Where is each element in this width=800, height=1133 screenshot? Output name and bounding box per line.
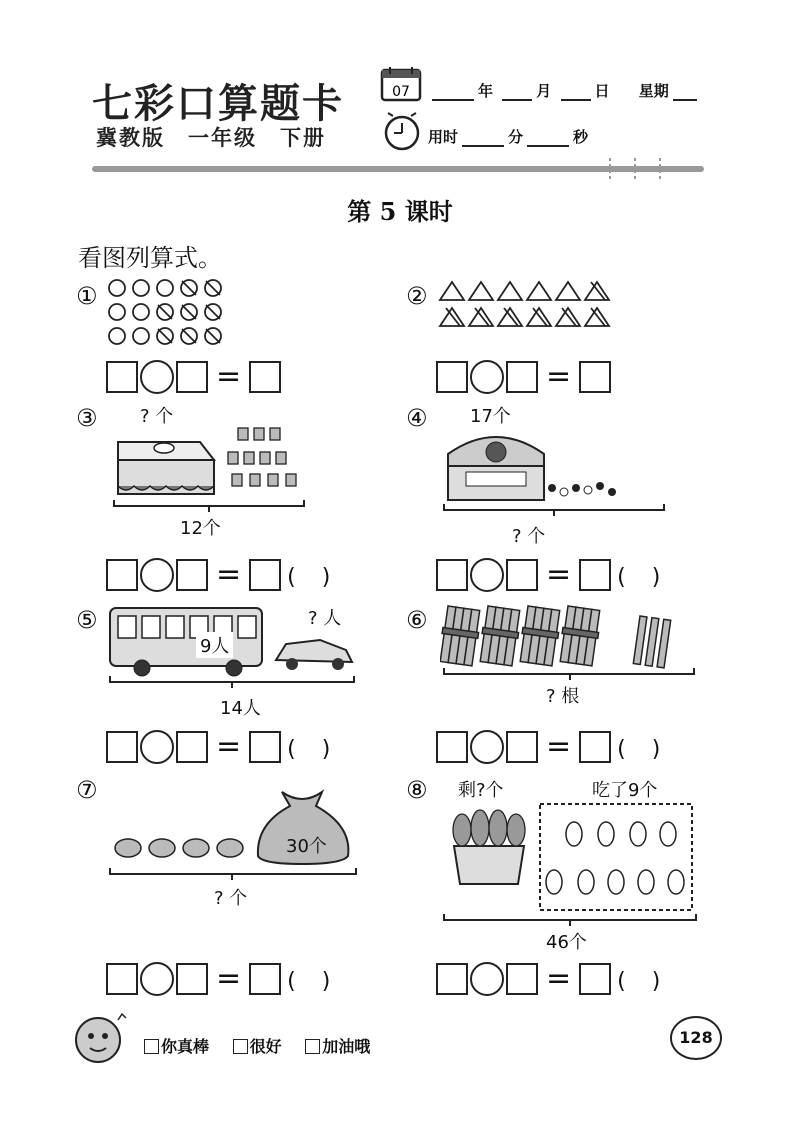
problem-4-treasure-chest-image xyxy=(440,424,670,520)
problem-8-left-top-label: 剩?个 xyxy=(458,780,504,801)
answer-box[interactable] xyxy=(506,731,538,763)
answer-box[interactable] xyxy=(436,361,468,393)
problem-4-number: ④ xyxy=(406,404,428,432)
problem-8-right-top-label: 吃了9个 xyxy=(592,780,658,801)
problem-5-bus-car-image xyxy=(106,602,362,694)
problem-8-radishes-image xyxy=(440,800,700,930)
date-fields xyxy=(428,80,701,101)
unit-paren[interactable]: ( ) xyxy=(617,968,663,994)
problem-5-bottom-label: 14人 xyxy=(220,698,261,719)
unit-paren[interactable]: ( ) xyxy=(287,564,333,590)
page-number: 128 xyxy=(670,1016,722,1060)
lesson-title: 第 5 课时 xyxy=(347,197,453,226)
problem-7-equation xyxy=(106,962,332,996)
problem-3-bottom-label: 12个 xyxy=(180,518,221,539)
operator-circle[interactable] xyxy=(140,360,174,394)
month-label: 月 xyxy=(536,82,552,100)
unit-paren[interactable]: ( ) xyxy=(617,564,663,590)
day-label: 日 xyxy=(594,82,610,100)
problem-7-number: ⑦ xyxy=(76,776,98,804)
result-box[interactable] xyxy=(579,559,611,591)
problem-8-number: ⑧ xyxy=(406,776,428,804)
result-box[interactable] xyxy=(579,361,611,393)
equals-sign: = xyxy=(546,557,572,592)
rating-checkbox-keep-going[interactable] xyxy=(305,1039,320,1054)
second-field[interactable] xyxy=(527,129,569,147)
answer-box[interactable] xyxy=(106,361,138,393)
operator-circle[interactable] xyxy=(470,558,504,592)
instruction-text: 看图列算式。 xyxy=(78,244,222,272)
operator-circle[interactable] xyxy=(140,730,174,764)
rating-checkbox-good[interactable] xyxy=(233,1039,248,1054)
second-label: 秒 xyxy=(573,128,589,146)
problem-3-number: ③ xyxy=(76,404,98,432)
year-label: 年 xyxy=(478,82,494,100)
operator-circle[interactable] xyxy=(140,962,174,996)
weekday-label: 星期 xyxy=(638,82,669,100)
operator-circle[interactable] xyxy=(470,730,504,764)
equals-sign: = xyxy=(546,359,572,394)
calendar-day: 07 xyxy=(392,84,410,100)
time-label: 用时 xyxy=(428,128,459,146)
answer-box[interactable] xyxy=(176,963,208,995)
problem-4-equation xyxy=(436,558,662,592)
day-field[interactable] xyxy=(561,83,591,101)
problem-1-equation xyxy=(106,360,281,394)
problem-7-bag-image xyxy=(106,776,360,882)
answer-box[interactable] xyxy=(436,559,468,591)
clock-icon xyxy=(382,112,422,152)
brand-title: 七彩口算题卡 xyxy=(92,80,344,127)
answer-box[interactable] xyxy=(176,731,208,763)
answer-box[interactable] xyxy=(106,963,138,995)
rating-label-great: 你真棒 xyxy=(161,1037,210,1056)
answer-box[interactable] xyxy=(506,361,538,393)
minute-field[interactable] xyxy=(462,129,504,147)
answer-box[interactable] xyxy=(506,963,538,995)
unit-paren[interactable]: ( ) xyxy=(617,736,663,762)
problem-6-bottom-label: ? 根 xyxy=(546,686,580,707)
problem-2-triangles xyxy=(438,278,618,334)
result-box[interactable] xyxy=(249,963,281,995)
answer-box[interactable] xyxy=(506,559,538,591)
problem-3-cakes-image xyxy=(110,420,310,512)
problem-7-inner-label: 30个 xyxy=(286,836,327,857)
calendar-icon xyxy=(380,66,424,104)
problem-4-bottom-label: ? 个 xyxy=(512,526,546,547)
equals-sign: = xyxy=(216,557,242,592)
edition-label: 冀教版 一年级 下册 xyxy=(96,126,326,150)
answer-box[interactable] xyxy=(176,361,208,393)
result-box[interactable] xyxy=(579,963,611,995)
header-divider xyxy=(90,156,710,184)
result-box[interactable] xyxy=(579,731,611,763)
problem-6-sticks-image xyxy=(440,602,700,682)
problem-3-equation xyxy=(106,558,332,592)
operator-circle[interactable] xyxy=(470,962,504,996)
problem-1-number: ① xyxy=(76,282,98,310)
problem-5-equation xyxy=(106,730,332,764)
problem-5-top-label: ? 人 xyxy=(308,608,342,629)
answer-box[interactable] xyxy=(436,963,468,995)
problem-5-number: ⑤ xyxy=(76,606,98,634)
problem-5-inner-label: 9人 xyxy=(196,632,233,658)
problem-1-circles xyxy=(106,278,246,350)
year-field[interactable] xyxy=(432,83,474,101)
time-fields xyxy=(428,126,588,147)
answer-box[interactable] xyxy=(106,731,138,763)
equals-sign: = xyxy=(216,729,242,764)
equals-sign: = xyxy=(216,359,242,394)
rating-checkbox-great[interactable] xyxy=(144,1039,159,1054)
weekday-field[interactable] xyxy=(673,83,697,101)
operator-circle[interactable] xyxy=(140,558,174,592)
answer-box[interactable] xyxy=(436,731,468,763)
problem-3-top-label: ? 个 xyxy=(140,406,174,427)
equals-sign: = xyxy=(546,961,572,996)
problem-4-top-label: 17个 xyxy=(470,406,511,427)
equals-sign: = xyxy=(216,961,242,996)
unit-paren[interactable]: ( ) xyxy=(287,736,333,762)
minute-label: 分 xyxy=(508,128,524,146)
equals-sign: = xyxy=(546,729,572,764)
problem-8-equation xyxy=(436,962,662,996)
rating-label-keep-going: 加油哦 xyxy=(322,1037,371,1056)
problem-2-number: ② xyxy=(406,282,428,310)
mascot-icon xyxy=(66,1006,136,1070)
operator-circle[interactable] xyxy=(470,360,504,394)
rating-label-good: 很好 xyxy=(249,1037,282,1056)
self-rating xyxy=(144,1034,388,1057)
problem-6-equation xyxy=(436,730,662,764)
month-field[interactable] xyxy=(502,83,532,101)
problem-8-bottom-label: 46个 xyxy=(546,932,587,953)
result-box[interactable] xyxy=(249,559,281,591)
problem-6-number: ⑥ xyxy=(406,606,428,634)
unit-paren[interactable]: ( ) xyxy=(287,968,333,994)
answer-box[interactable] xyxy=(176,559,208,591)
result-box[interactable] xyxy=(249,361,281,393)
result-box[interactable] xyxy=(249,731,281,763)
answer-box[interactable] xyxy=(106,559,138,591)
problem-2-equation xyxy=(436,360,611,394)
problem-7-bottom-label: ? 个 xyxy=(214,888,248,909)
